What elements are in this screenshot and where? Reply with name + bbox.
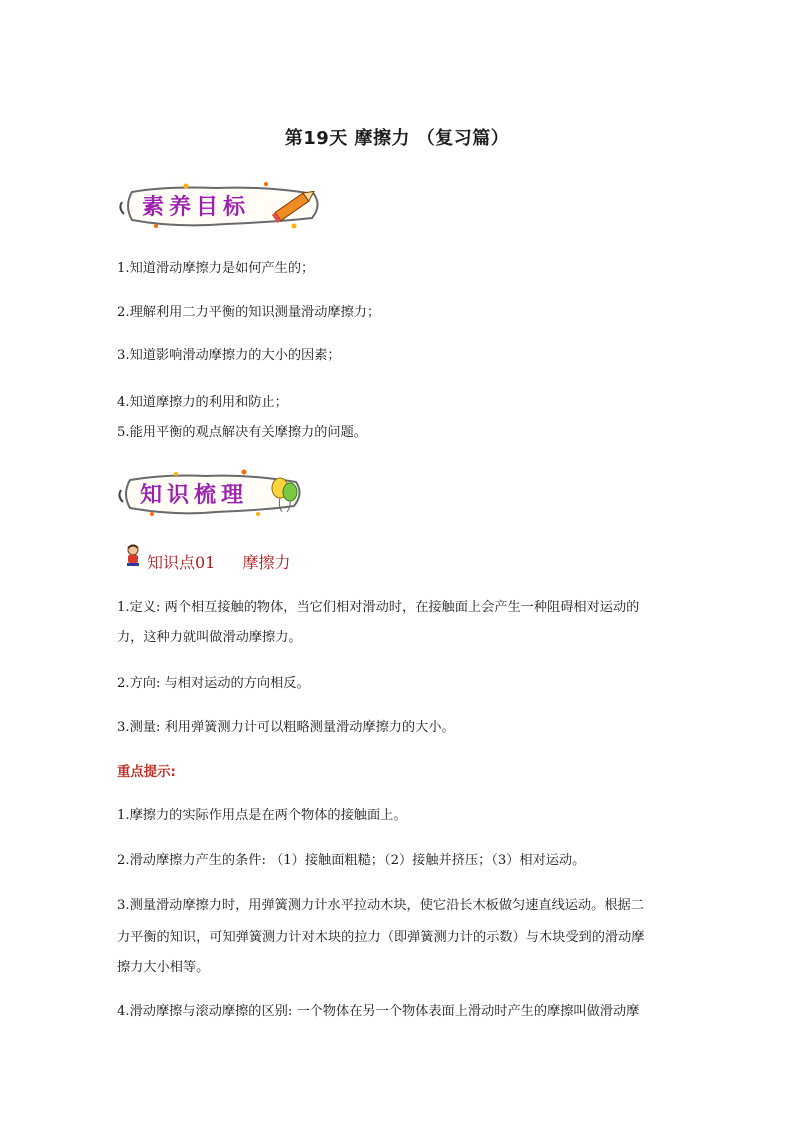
tip-item: 1.摩擦力的实际作用点是在两个物体的接触面上。 [117,808,407,823]
goal-item: 1.知道滑动摩擦力是如何产生的； [117,261,315,276]
tip-line: 擦力大小相等。 [117,960,210,975]
person-icon [124,544,142,572]
tip-line: 4.滑动摩擦与滚动摩擦的区别: 一个物体在另一个物体表面上滑动时产生的摩擦叫做滑动摩 [117,1004,640,1019]
goals-banner-text: 素养目标 [142,195,251,220]
goal-item: 4.知道摩擦力的利用和防止； [117,395,288,410]
tip-line: 3.测量滑动摩擦力时，用弹簧测力计水平拉动木块，使它沿长木板做匀速直线运动。根据二 [117,898,644,913]
knowledge-point-name: 摩擦力 [242,553,291,572]
goals-banner [116,178,328,234]
page-title: 第19天 摩擦力 （复习篇） [284,128,510,149]
definition-line: 1.定义: 两个相互接触的物体，当它们相对滑动时，在接触面上会产生一种阻碍相对运动的 [117,600,640,615]
knowledge-banner-text: 知识梳理 [140,483,249,508]
goal-item: 5.能用平衡的观点解决有关摩擦力的问题。 [117,425,367,440]
goal-item: 3.知道影响滑动摩擦力的大小的因素； [117,348,341,363]
direction-text: 2.方向: 与相对运动的方向相反。 [117,676,310,691]
knowledge-point-number: 知识点01 [147,553,216,572]
knowledge-point-heading [147,550,290,573]
measure-text: 3.测量: 利用弹簧测力计可以粗略测量滑动摩擦力的大小。 [117,720,455,735]
definition-line: 力，这种力就叫做滑动摩擦力。 [117,630,302,645]
tip-line: 力平衡的知识，可知弹簧测力计对木块的拉力（即弹簧测力计的示数）与木块受到的滑动摩 [117,930,645,945]
goal-item: 2.理解利用二力平衡的知识测量滑动摩擦力； [117,305,381,320]
tip-item: 2.滑动摩擦力产生的条件: （1）接触面粗糙；（2）接触并挤压；（3）相对运动。 [117,853,586,868]
tips-heading: 重点提示: [117,765,176,780]
knowledge-banner [116,466,310,522]
